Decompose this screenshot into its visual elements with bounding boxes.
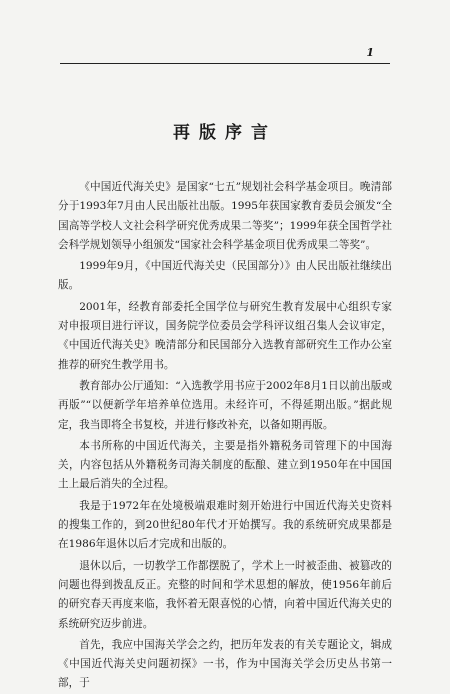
paragraph: 2001年，经教育部委托全国学位与研究生教育发展中心组织专家对申报项目进行评议，国务院学位委员会学科评议组召集人会议审定，《中国近代海关史》晚清部分和民国部分入选教育部研究生工作办公室推荐的研究生教学用书。 xyxy=(58,300,392,371)
paragraph: 退休以后，一切教学工作都摆脱了，学术上一时被歪曲、被篡改的问题也得到拨乱反正。充整的时间和学术思想的解放，使1956年前后的研究春天再度来临，我怀着无限喜悦的心情，向着中国近代海关史的系统研究迈步前进。 xyxy=(58,559,392,630)
body-text xyxy=(58,178,392,694)
page-title: 再版序言 xyxy=(173,123,277,143)
header-rule xyxy=(60,63,390,64)
paragraph: 本书所称的中国近代海关，主要是指外籍税务司管理下的中国海关，内容包括从外籍税务司海关制度的酝酿、建立到1950年在中国国土上最后消失的全过程。 xyxy=(58,439,392,491)
paragraph: 1999年9月，《中国近代海关史（民国部分）》由人民出版社继续出版。 xyxy=(58,260,392,292)
paragraph: 教育部办公厅通知：“入选教学用书应于2002年8月1日以前出版或再版”“以便新学年培养单位选用。未经许可，不得延期出版。”据此规定，我当即将全书复校，并进行修改补充，以备如期再版。 xyxy=(58,379,392,431)
paragraph: 我是于1972年在处境极端艰难时刻开始进行中国近代海关史资料的搜集工作的，到20世纪80年代才开始撰写。我的系统研究成果都是在1986年退休以后才完成和出版的。 xyxy=(58,499,392,551)
paragraph: 首先，我应中国海关学会之约，把历年发表的有关专题论文，辑成《中国近代海关史问题初探》一书，作为中国海关学会历史丛书第一部，于 xyxy=(58,638,392,690)
page-number: 1 xyxy=(366,46,374,59)
paragraph: 《中国近代海关史》是国家“七五”规划社会科学基金项目。晚清部分于1993年7月由人民出版社出版。1995年获国家教育委员会颁发“全国高等学校人文社会科学研究优秀成果二等奖”；1999年获全国哲学社会科学规划领导小组颁发“国家社会科学基金项目优秀成果二等奖”。 xyxy=(58,181,392,251)
